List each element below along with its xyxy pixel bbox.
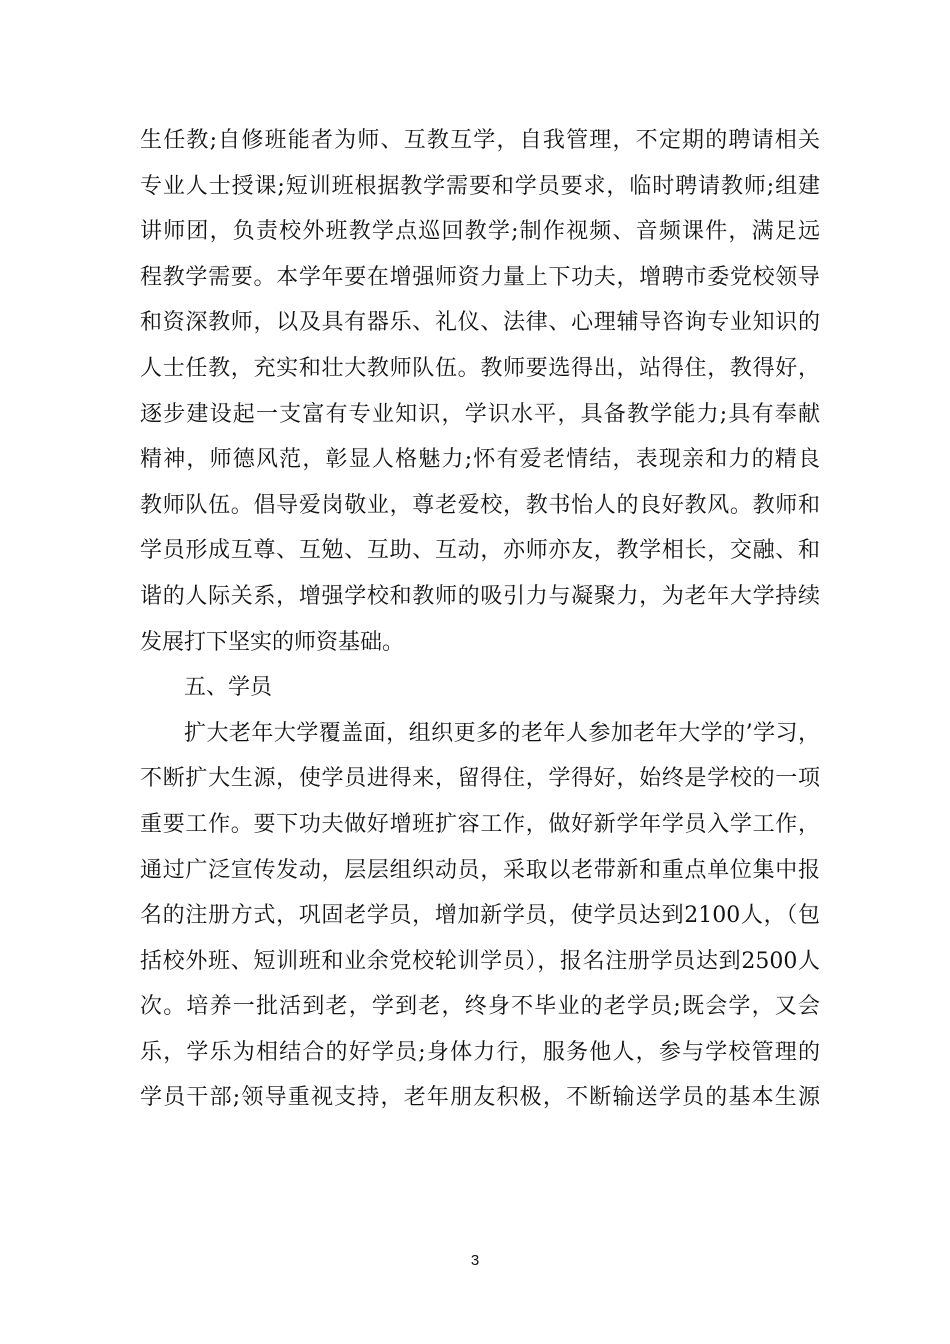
text-line: 乐，学乐为相结合的好学员;身体力行，服务他人，参与学校管理的 — [140, 1039, 820, 1065]
text-line: 不断扩大生源，使学员进得来，留得住，学得好，始终是学校的一项 — [140, 766, 820, 792]
text-line: 人士任教，充实和壮大教师队伍。教师要选得出，站得住，教得好， — [140, 355, 820, 381]
text-line: 专业人士授课;短训班根据教学需要和学员要求，临时聘请教师;组建 — [140, 173, 820, 199]
text-line: 生任教;自修班能者为师、互教互学，自我管理，不定期的聘请相关 — [140, 128, 820, 153]
text-line: 谐的人际关系，增强学校和教师的吸引力与凝聚力，为老年大学持续 — [140, 583, 820, 609]
text-line: 讲师团，负责校外班教学点巡回教学;制作视频、音频课件，满足远 — [140, 219, 820, 245]
text-line: 教师队伍。倡导爱岗敬业，尊老爱校，教书怡人的良好教风。教师和 — [140, 492, 820, 518]
page-number: 3 — [470, 1252, 480, 1269]
text-line: 扩大老年大学覆盖面，组织更多的老年人参加老年大学的’学习， — [184, 720, 820, 746]
text-line: 次。培养一批活到老，学到老，终身不毕业的老学员;既会学，又会 — [140, 994, 820, 1020]
text-line: 发展打下坚实的师资基础。 — [140, 629, 405, 655]
section-heading: 五、学员 — [184, 675, 273, 701]
paragraph-teachers — [140, 118, 820, 665]
text-line: 重要工作。要下功夫做好增班扩容工作，做好新学年学员入学工作， — [140, 811, 820, 837]
text-line: 通过广泛宣传发动，层层组织动员，采取以老带新和重点单位集中报 — [140, 857, 820, 883]
text-line: 括校外班、短训班和业余党校轮训学员），报名注册学员达到2500人 — [140, 948, 820, 974]
document-body — [140, 118, 820, 1121]
paragraph-students — [140, 711, 820, 1121]
text-line: 逐步建设起一支富有专业知识，学识水平，具备教学能力;具有奉献 — [140, 401, 820, 427]
text-line: 学员干部;领导重视支持，老年朋友积极，不断输送学员的基本生源 — [140, 1085, 820, 1111]
text-line: 和资深教师，以及具有器乐、礼仪、法律、心理辅导咨询专业知识的 — [140, 310, 820, 336]
text-line: 名的注册方式，巩固老学员，增加新学员，使学员达到2100人，（包 — [140, 903, 820, 929]
text-line: 程教学需要。本学年要在增强师资力量上下功夫，增聘市委党校领导 — [140, 264, 820, 290]
text-line: 学员形成互尊、互勉、互助、互动，亦师亦友，教学相长，交融、和 — [140, 538, 820, 564]
text-line: 精神，师德风范，彰显人格魅力;怀有爱老情结，表现亲和力的精良 — [140, 447, 820, 473]
